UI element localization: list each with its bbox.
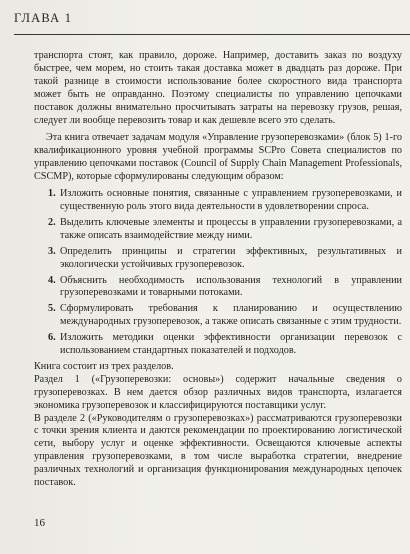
list-item-number: 2. bbox=[48, 216, 56, 228]
list-item-number: 6. bbox=[48, 332, 56, 344]
list-item-number: 5. bbox=[48, 303, 56, 315]
page-content bbox=[34, 50, 402, 490]
list-item bbox=[34, 217, 402, 243]
running-header bbox=[14, 6, 410, 35]
list-item-text: Сформулировать требования к планированию и осуществлению международных грузоперевозок, а также описать связанные с этим трудности. bbox=[60, 303, 402, 328]
section2-paragraph: В разделе 2 («Руководителям о грузоперевозках») рассматриваются грузоперевозки с точки зрения клиента и даются рекомендации по проектированию логистической сети, выбору услуг и оценке эффективности. Освещаются ключевые аспекты управления грузоперевозками, в том числе выработка стратегии, внедрение различных технологий и организация функционирования международных цепочек поставок. bbox=[34, 412, 402, 489]
list-item bbox=[34, 188, 402, 214]
list-item bbox=[34, 275, 402, 301]
section1-paragraph: Раздел 1 («Грузоперевозки: основы») содержит начальные сведения о грузоперевозках. В нем дается обзор различных видов транспорта, излагается экономика грузоперевозок и классифицируются поставщики услуг. bbox=[34, 373, 402, 411]
list-item-text: Определить принципы и стратегии эффективных, результативных и экологически устойчивых грузоперевозок. bbox=[60, 245, 402, 270]
list-item bbox=[34, 303, 402, 329]
page-number: 16 bbox=[34, 517, 45, 529]
list-item-number: 4. bbox=[48, 274, 56, 286]
list-item-number: 3. bbox=[48, 245, 56, 257]
structure-paragraph: Книга состоит из трех разделов. bbox=[34, 360, 174, 372]
chapter-title: ГЛАВА 1 bbox=[14, 11, 73, 25]
list-item-text: Изложить методики оценки эффективности организации перевозок с использованием стандартных показателей и подходов. bbox=[60, 332, 402, 357]
list-item bbox=[34, 246, 402, 272]
list-item-text: Выделить ключевые элементы и процессы в управлении грузоперевозками, а также описать взаимодействие между ними. bbox=[60, 216, 402, 241]
list-item-number: 1. bbox=[48, 188, 56, 200]
list-item bbox=[34, 332, 402, 358]
module-paragraph: Эта книга отвечает задачам модуля «Управление грузоперевозками» (блок 5) 1-го квалификационного уровня учебной программы SCPro Совета специалистов по управлению цепочками поставок (Council of Supply Chain Management Professionals, CSCMP), которые сформулированы следующим образом: bbox=[34, 132, 402, 183]
list-item-text: Объяснить необходимость использования технологий в управлении грузоперевозками и товарными потоками. bbox=[60, 274, 402, 299]
objectives-list bbox=[34, 188, 402, 358]
list-item-text: Изложить основные понятия, связанные с управлением грузоперевозками, и существенную роль этого вида деятельности в удовлетворении спроса. bbox=[60, 188, 402, 212]
intro-paragraph: транспорта стоят, как правило, дороже. Например, доставить заказ по воздуху быстрее, чем морем, но стоить такая доставка может в двадцать раз дороже. При такой разнице в стоимости использование более скоростного вида транспорта может быть не оправданно. Поэтому специалисты по управлению цепочками поставок должны внимательно просчитывать затраты на перевозку грузов, решая, следует ли вообще перевозить товар и как дешевле всего это сделать. bbox=[34, 50, 402, 126]
